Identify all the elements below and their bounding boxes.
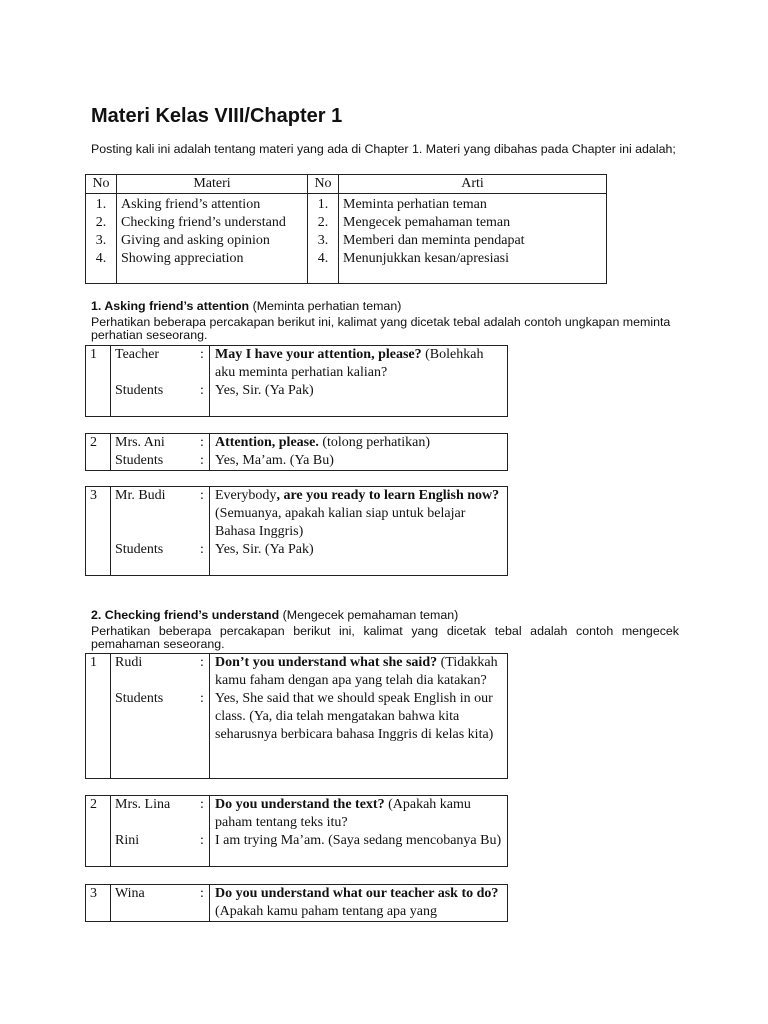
dialog-speakers: Teacher Students <box>111 346 198 417</box>
materi-list: Asking friend’s attention Checking friend’s understand Giving and asking opinion Showing appreciation <box>117 194 308 284</box>
dialog-colons: : : <box>200 435 204 468</box>
dialog-content: Don’t you understand what she said? (Tidakkah kamu faham dengan apa yang telah dia katakan? Yes, She said that we should speak English in our class. (Ya, dia telah mengatakan bahwa kita seharusnya berbicara bahasa Inggris di kelas kita) <box>210 654 508 779</box>
row-num-2: 1. 2. 3. 4. <box>308 194 339 284</box>
dialog-colons: : : <box>200 797 204 848</box>
dialog-colons: : : <box>200 655 204 706</box>
section1-heading: 1. Asking friend’s attention (Meminta perhatian teman) <box>91 299 402 313</box>
dialog-1-2 <box>85 433 508 471</box>
dialog-number: 3 <box>90 886 97 901</box>
dialog-speakers: Wina <box>111 885 198 922</box>
dialog-content: Attention, please. (tolong perhatikan) Yes, Ma’am. (Ya Bu) <box>210 434 508 471</box>
dialog-number: 1 <box>90 655 97 670</box>
dialog-2-3 <box>85 884 508 922</box>
section1-description: Perhatikan beberapa percakapan berikut ini, kalimat yang dicetak tebal adalah contoh ungkapan meminta perhatian seseorang. <box>91 315 671 342</box>
dialog-2-2 <box>85 795 508 867</box>
dialog-number: 2 <box>90 797 97 812</box>
dialog-2-1 <box>85 653 508 779</box>
dialog-1-3 <box>85 486 508 576</box>
section2-description: Perhatikan beberapa percakapan berikut ini, kalimat yang dicetak tebal adalah contoh mengecek pemahaman seseorang. <box>91 624 679 651</box>
header-no: No <box>86 175 117 194</box>
dialog-content: Everybody, are you ready to learn English now? (Semuanya, apakah kalian siap untuk belajar Bahasa Inggris) Yes, Sir. (Ya Pak) <box>210 487 508 576</box>
dialog-speakers: Mrs. Lina Rini <box>111 796 198 867</box>
dialog-number: 3 <box>90 488 97 503</box>
dialog-number: 2 <box>90 435 97 450</box>
dialog-content: May I have your attention, please? (Bolehkah aku meminta perhatian kalian? Yes, Sir. (Ya Pak) <box>210 346 508 417</box>
materi-table <box>85 174 607 284</box>
dialog-1-1 <box>85 345 508 417</box>
dialog-content: Do you understand the text? (Apakah kamu paham tentang teks itu? I am trying Ma’am. (Saya sedang mencobanya Bu) <box>210 796 508 867</box>
dialog-speakers: Mr. Budi Students <box>111 487 198 576</box>
dialog-number: 1 <box>90 347 97 362</box>
dialog-colons: : <box>200 886 204 901</box>
dialog-speakers: Rudi Students <box>111 654 198 779</box>
row-num: 1. 2. 3. 4. <box>86 194 117 284</box>
page-title: Materi Kelas VIII/Chapter 1 <box>91 105 343 127</box>
header-arti: Arti <box>339 175 607 194</box>
dialog-content: Do you understand what our teacher ask to do? (Apakah kamu paham tentang apa yang <box>210 885 508 922</box>
intro-paragraph: Posting kali ini adalah tentang materi yang ada di Chapter 1. Materi yang dibahas pada Chapter ini adalah; <box>91 142 676 156</box>
header-materi: Materi <box>117 175 308 194</box>
header-no-2: No <box>308 175 339 194</box>
dialog-colons: : : <box>200 347 204 398</box>
section2-heading: 2. Checking friend’s understand (Mengecek pemahaman teman) <box>91 608 459 622</box>
arti-list: Meminta perhatian teman Mengecek pemahaman teman Memberi dan meminta pendapat Menunjukkan kesan/apresiasi <box>339 194 607 284</box>
dialog-colons: : : <box>200 488 204 557</box>
dialog-speakers: Mrs. Ani Students <box>111 434 198 471</box>
